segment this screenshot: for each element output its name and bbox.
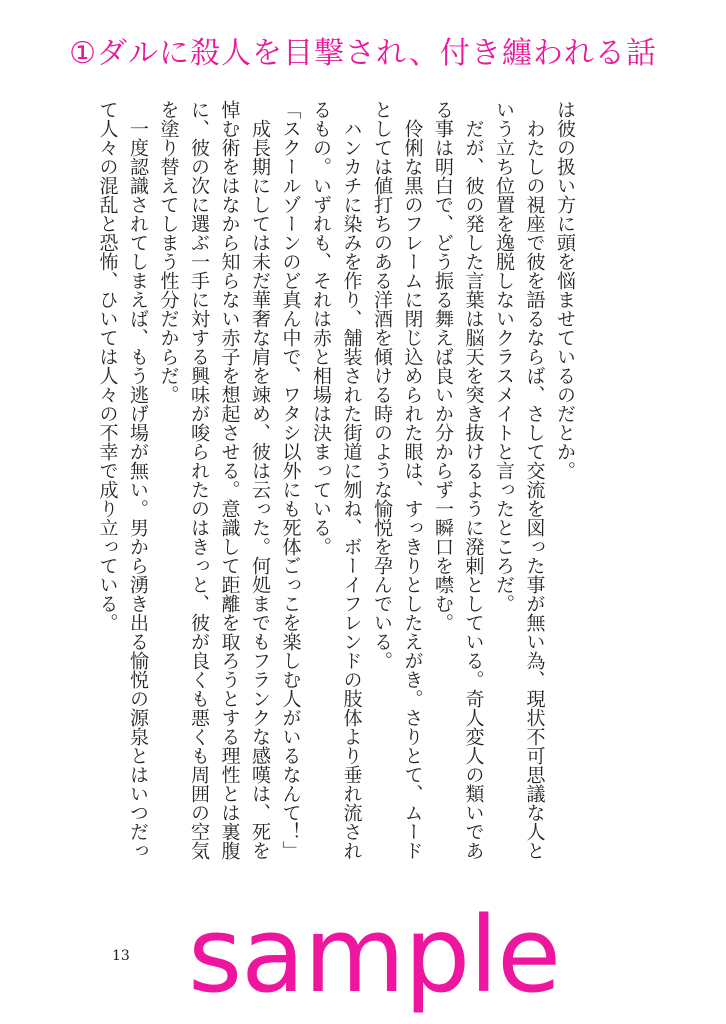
- text-line: わたしの視座で彼を語るならば、さして交流を図った事が無い為、現状不可思議な人と: [523, 100, 546, 860]
- text-line: は彼の扱い方に頭を悩ませているのだとか。: [554, 100, 576, 480]
- text-line: としては値打ちのある洋酒を傾ける時のような愉悦を孕んでいる。: [371, 100, 393, 670]
- vertical-body-text: [96, 100, 580, 900]
- text-line: 伶俐な黒のフレームに閉じ込められた眼は、すっきりとしたえがき。さりとて、ムード: [401, 100, 424, 860]
- text-line: て人々の混乱と恐怖、ひいては人々の不幸で成り立っている。: [96, 100, 119, 632]
- text-line: ハンカチに染みを作り、舗装された街道に刎ね、ボーイフレンドの肢体より垂れ流され: [340, 100, 363, 860]
- text-line: るもの。いずれも、それは赤と相場は決まっている。: [310, 100, 332, 556]
- text-line: 「スクールゾーンのど真ん中で、ワタシ以外にも死体ごっこを楽しむ人がいるなんて！」: [279, 100, 302, 860]
- text-line: を塗り替えてしまう性分だからだ。: [157, 100, 180, 404]
- text-line: 一度認識されてしまえば、もう逃げ場が無い。男から湧き出る愉悦の源泉とはいつだっ: [127, 100, 149, 860]
- text-line: に、彼の次に選ぶ一手に対する興味が唆られたのはきっと、彼が良くも悪くも周囲の空気: [188, 100, 210, 860]
- page-number: 13: [112, 948, 130, 964]
- text-line: 成長期にしては未だ華奢な肩を竦め、彼は云った。何処までもフランクな感嘆は、死を: [249, 100, 271, 860]
- text-line: だが、彼の発した言葉は脳天を突き抜けるように溌剌としている。奇人変人の類いであ: [462, 100, 485, 860]
- sample-watermark: sample: [188, 894, 561, 1016]
- text-line: る事は明白で、どう振る舞えば良いか分からず一瞬口を噤む。: [432, 100, 454, 632]
- text-line: 悼む術をはなから知らない赤子を想起させる。意識して距離を取ろうとする理性とは裏腹: [218, 100, 241, 860]
- text-line: いう立ち位置を逸脱しないクラスメイトと言ったところだ。: [493, 100, 515, 613]
- chapter-title: ①ダルに殺人を目撃され、付き纏われる話: [69, 36, 657, 71]
